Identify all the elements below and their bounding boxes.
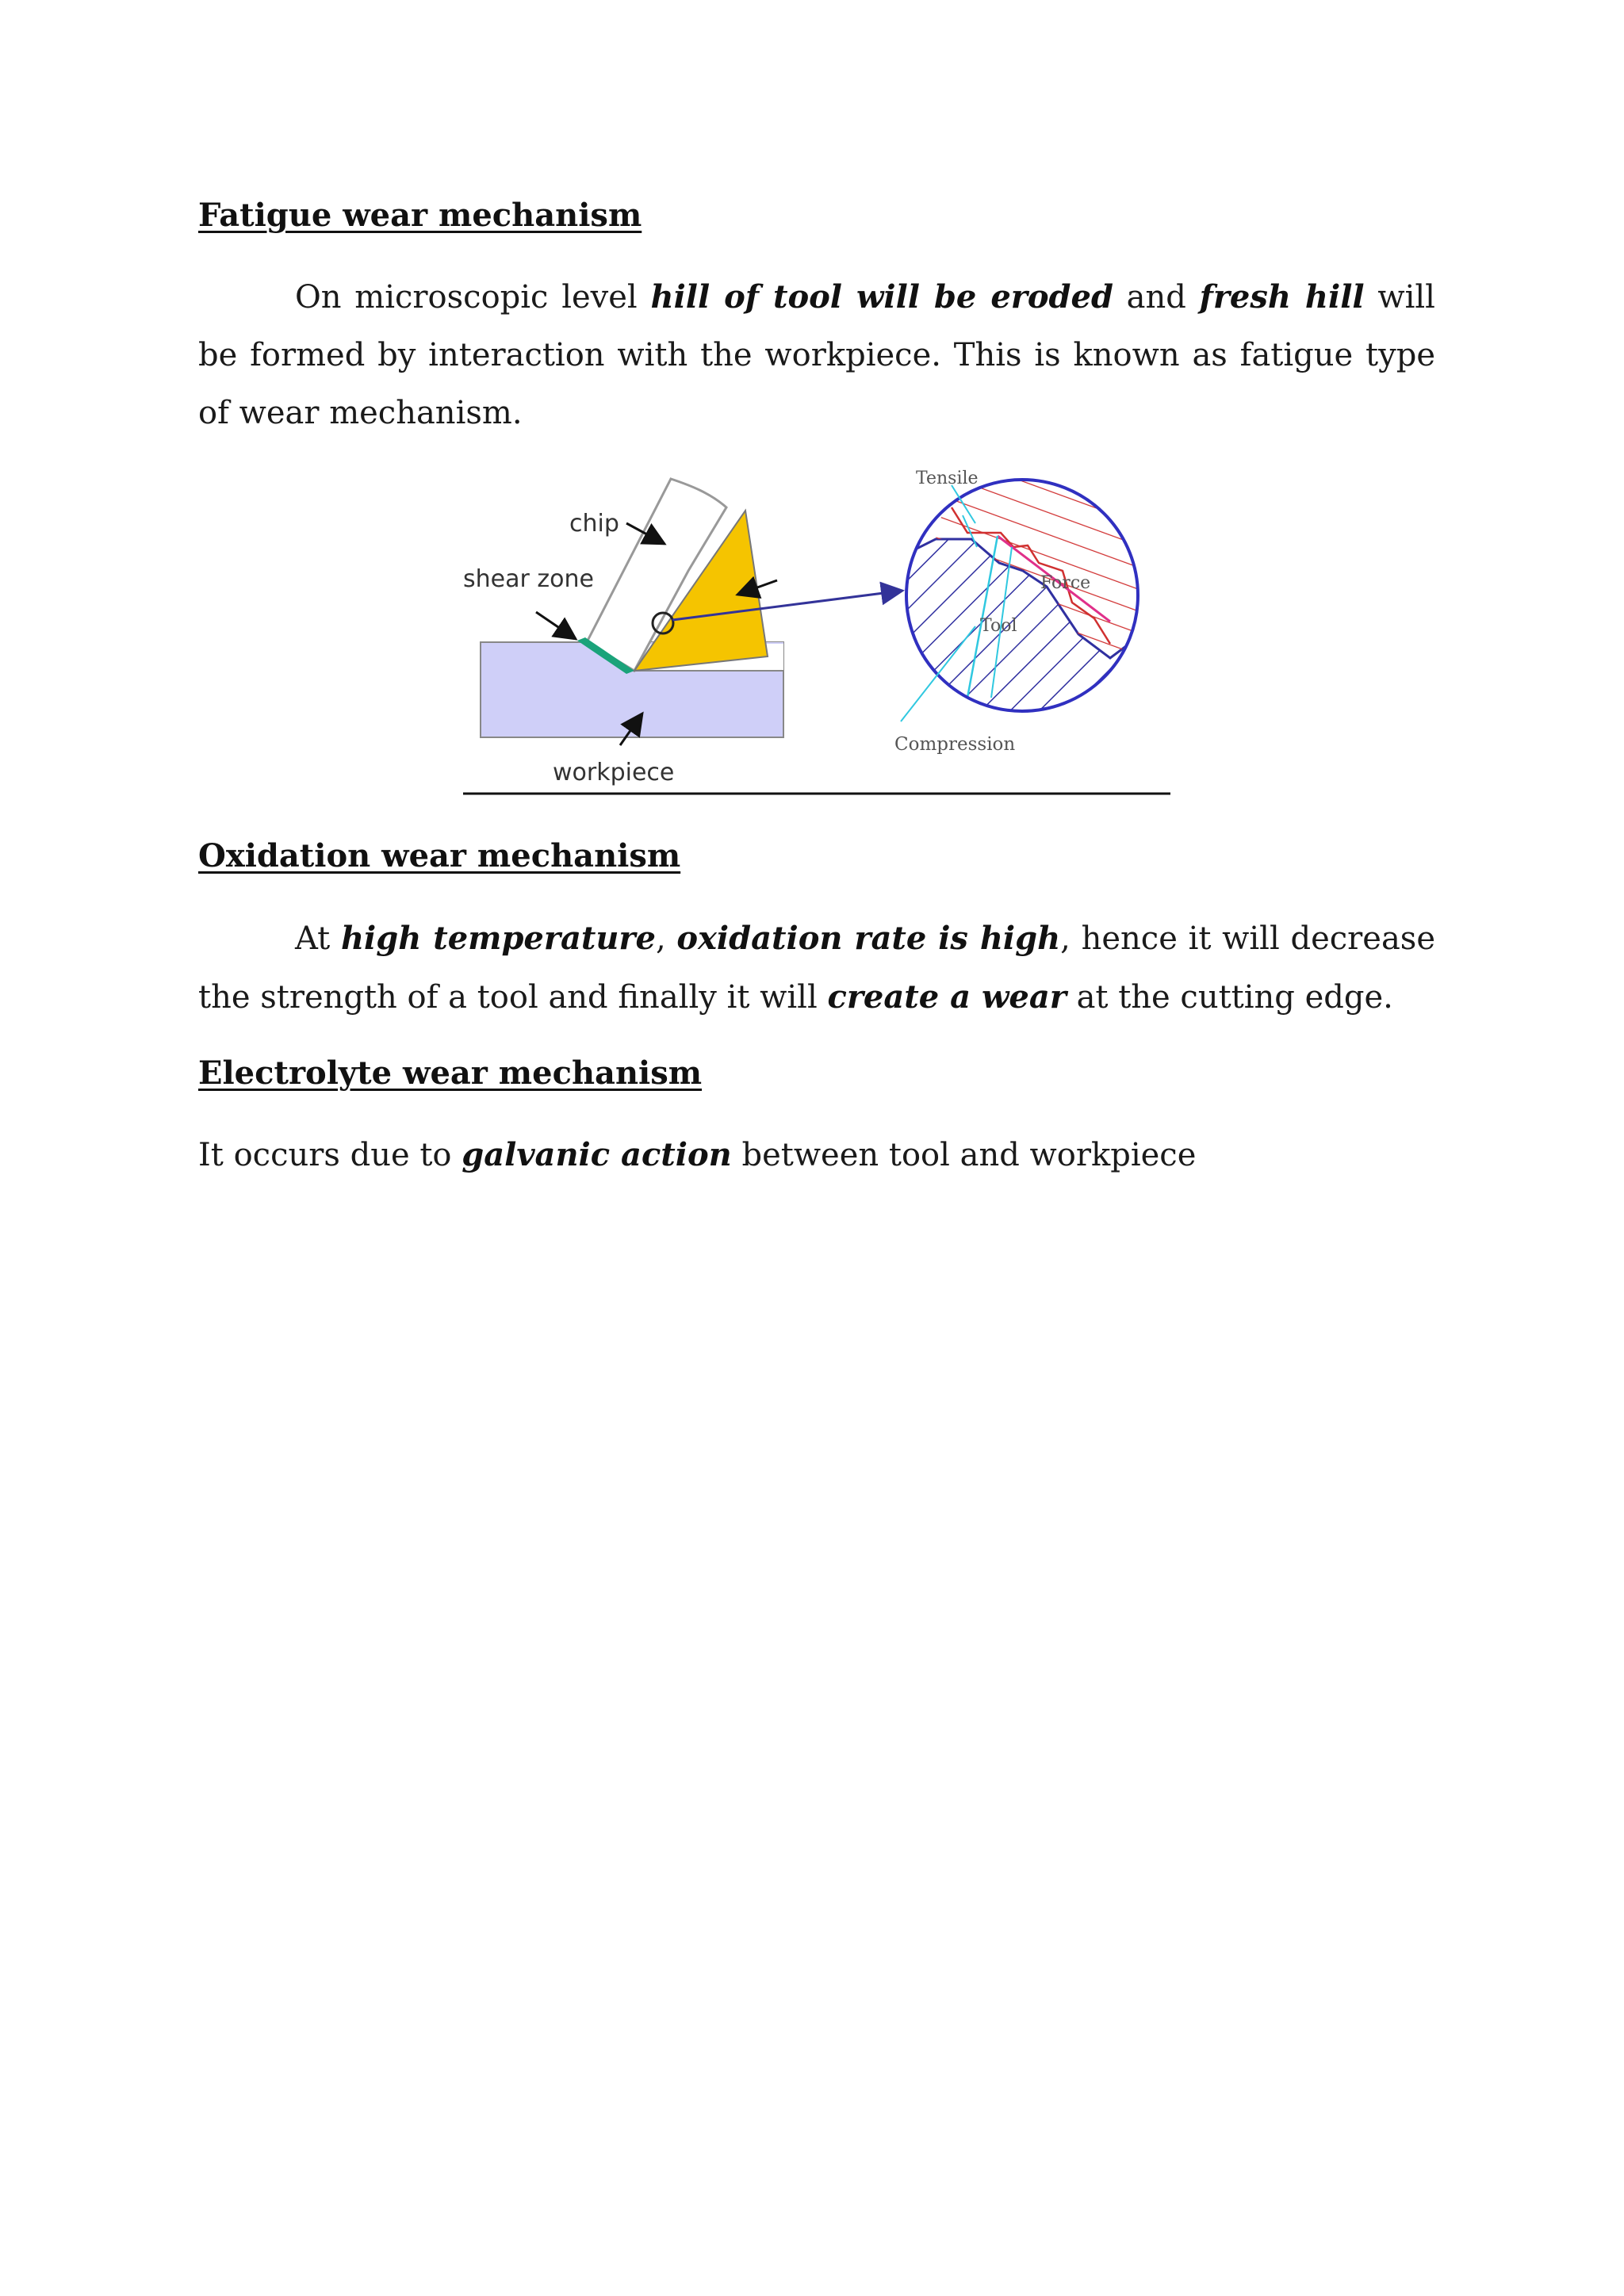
text-run: between tool and workpiece <box>731 1137 1197 1173</box>
heading-oxidation-wear: Oxidation wear mechanism <box>198 837 681 874</box>
text-run: At <box>295 920 341 957</box>
emphasis-text: hill of tool will be eroded <box>650 278 1113 316</box>
emphasis-text: galvanic action <box>462 1136 732 1173</box>
paragraph-electrolyte-wear <box>198 1126 1435 1184</box>
heading-fatigue-wear: Fatigue wear mechanism <box>198 197 642 234</box>
label-workpiece: workpiece <box>553 759 675 786</box>
label-tool: Tool <box>980 616 1017 636</box>
text-run: On microscopic level <box>295 279 651 316</box>
label-chip: chip <box>569 510 619 538</box>
label-compression: Compression <box>894 734 1016 755</box>
label-force: Force <box>1040 573 1091 593</box>
text-run: will be formed by interaction with the workpiece. This is known as fatigue type of wear mechanism. <box>198 279 1435 431</box>
heading-electrolyte-wear: Electrolyte wear mechanism <box>198 1054 703 1092</box>
text-run: , hence it will decrease the strength of a tool and finally it will <box>198 920 1435 1016</box>
paragraph-oxidation-wear <box>198 909 1435 1027</box>
emphasis-text: high temperature <box>340 920 656 957</box>
text-run: , <box>655 920 677 957</box>
emphasis-text: oxidation rate is high <box>676 920 1061 957</box>
emphasis-text: fresh hill <box>1199 278 1365 316</box>
emphasis-text: create a wear <box>827 978 1067 1016</box>
text-run: at the cutting edge. <box>1066 979 1393 1016</box>
label-tensile: Tensile <box>916 469 979 488</box>
label-shear-zone: shear zone <box>463 565 594 593</box>
text-run: It occurs due to <box>198 1137 462 1173</box>
text-run: and <box>1113 279 1200 316</box>
